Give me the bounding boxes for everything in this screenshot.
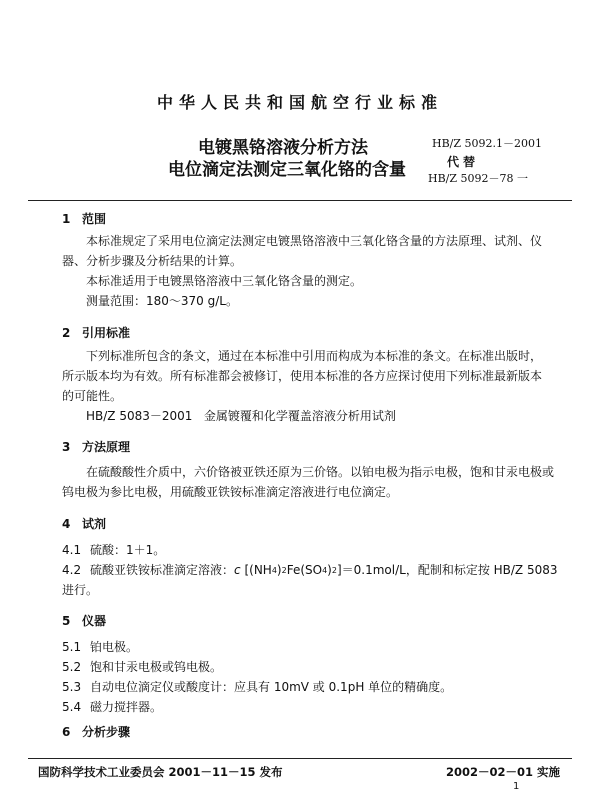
formula-subscript: 4 bbox=[271, 566, 277, 575]
item-number: 5.4 bbox=[62, 700, 82, 714]
replaces-label: 代替 bbox=[447, 155, 480, 169]
section-number: 1 bbox=[62, 212, 71, 226]
section-title: 仪器 bbox=[82, 614, 107, 628]
section-number: 5 bbox=[62, 614, 71, 628]
section-title: 分析步骤 bbox=[82, 725, 131, 739]
section-title: 试剂 bbox=[82, 517, 107, 531]
section-3-paragraph: 在硫酸酸性介质中，六价铬被亚铁还原为三价铬。以铂电极为指示电极，饱和甘汞电极或钨电极为参比电极，用硫酸亚铁铵标准滴定溶液进行电位滴定。 bbox=[62, 465, 555, 499]
section-title: 方法原理 bbox=[82, 440, 131, 454]
formula-subscript: 4 bbox=[322, 566, 328, 575]
section-1-measurement-range: 测量范围：180～370 g/L。 bbox=[86, 294, 238, 308]
item-number: 5.2 bbox=[62, 660, 82, 674]
section-5-heading bbox=[62, 612, 106, 629]
footer-rule bbox=[28, 758, 572, 759]
item-text: 硫酸亚铁铵标准滴定溶液： bbox=[90, 563, 235, 577]
formula-part: [(NH bbox=[244, 563, 272, 577]
document-title-line-2: 电位滴定法测定三氧化铬的含量 bbox=[168, 160, 406, 180]
section-title: 引用标准 bbox=[82, 326, 131, 340]
formula-part: ]＝0.1mol/L，配制和标定按 HB/Z 5083 bbox=[336, 563, 558, 577]
formula-subscript: 2 bbox=[331, 566, 337, 575]
section-number: 3 bbox=[62, 440, 71, 454]
referenced-standard-title: 金属镀覆和化学覆盖溶液分析用试剂 bbox=[203, 409, 396, 423]
item-text: 铂电极。 bbox=[90, 640, 139, 654]
item-number: 5.1 bbox=[62, 640, 82, 654]
replaced-standard-number: HB/Z 5092－78 一 bbox=[428, 172, 529, 185]
document-title-line-1: 电镀黑铬溶液分析方法 bbox=[198, 138, 368, 158]
section-2-paragraph: 下列标准所包含的条文，通过在本标准中引用而构成为本标准的条文。在标准出版时，所示版本均为有效。所有标准都会被修订，使用本标准的各方应探讨使用下列标准最新版本的可能性。 bbox=[62, 349, 543, 403]
formula-part: ) bbox=[327, 563, 332, 577]
item-text: 饱和甘汞电极或钨电极。 bbox=[90, 660, 223, 674]
section-1-paragraph-2: 本标准适用于电镀黑铬溶液中三氧化铬含量的测定。 bbox=[86, 274, 363, 288]
section-1-heading bbox=[62, 210, 106, 227]
page-number: 1 bbox=[513, 781, 520, 792]
item-4-1 bbox=[62, 541, 165, 558]
item-text: 硫酸：1＋1。 bbox=[90, 543, 166, 557]
section-3-heading bbox=[62, 438, 130, 455]
header-rule bbox=[28, 200, 572, 201]
section-title: 范围 bbox=[82, 212, 107, 226]
formula-part: Fe(SO bbox=[286, 563, 323, 577]
section-6-heading bbox=[62, 723, 130, 740]
section-4-heading bbox=[62, 515, 106, 532]
item-number: 5.3 bbox=[62, 680, 82, 694]
item-text: 磁力搅拌器。 bbox=[90, 700, 163, 714]
section-number: 6 bbox=[62, 725, 71, 739]
issue-date: 国防科学技术工业委员会 2001－11－15 发布 bbox=[38, 765, 283, 779]
item-5-4 bbox=[62, 698, 162, 715]
item-text: 自动电位滴定仪或酸度计：应具有 10mV 或 0.1pH 单位的精确度。 bbox=[90, 680, 453, 694]
section-1-paragraph-1: 本标准规定了采用电位滴定法测定电镀黑铬溶液中三氧化铬含量的方法原理、试剂、仪器、分析步骤及分析结果的计算。 bbox=[62, 234, 543, 268]
standard-number: HB/Z 5092.1－2001 bbox=[432, 137, 543, 150]
formula-part: ) bbox=[276, 563, 282, 577]
referenced-standard-code: HB/Z 5083－2001 bbox=[86, 409, 193, 423]
referenced-standard bbox=[86, 406, 396, 426]
section-number: 4 bbox=[62, 517, 71, 531]
section-number: 2 bbox=[62, 326, 71, 340]
item-number: 4.2 bbox=[62, 563, 82, 577]
item-4-2-continuation: 进行。 bbox=[62, 583, 99, 597]
item-number: 4.1 bbox=[62, 543, 82, 557]
concentration-symbol: c bbox=[234, 563, 241, 577]
effective-date: 2002－02－01 实施 bbox=[445, 765, 560, 779]
item-5-1 bbox=[62, 638, 138, 655]
item-4-2 bbox=[62, 561, 558, 578]
issuing-body-heading: 中华人民共和国航空行业标准 bbox=[156, 93, 443, 112]
item-5-3 bbox=[62, 678, 452, 695]
item-5-2 bbox=[62, 658, 222, 675]
section-2-heading bbox=[62, 324, 130, 341]
formula-subscript: 2 bbox=[281, 566, 287, 575]
